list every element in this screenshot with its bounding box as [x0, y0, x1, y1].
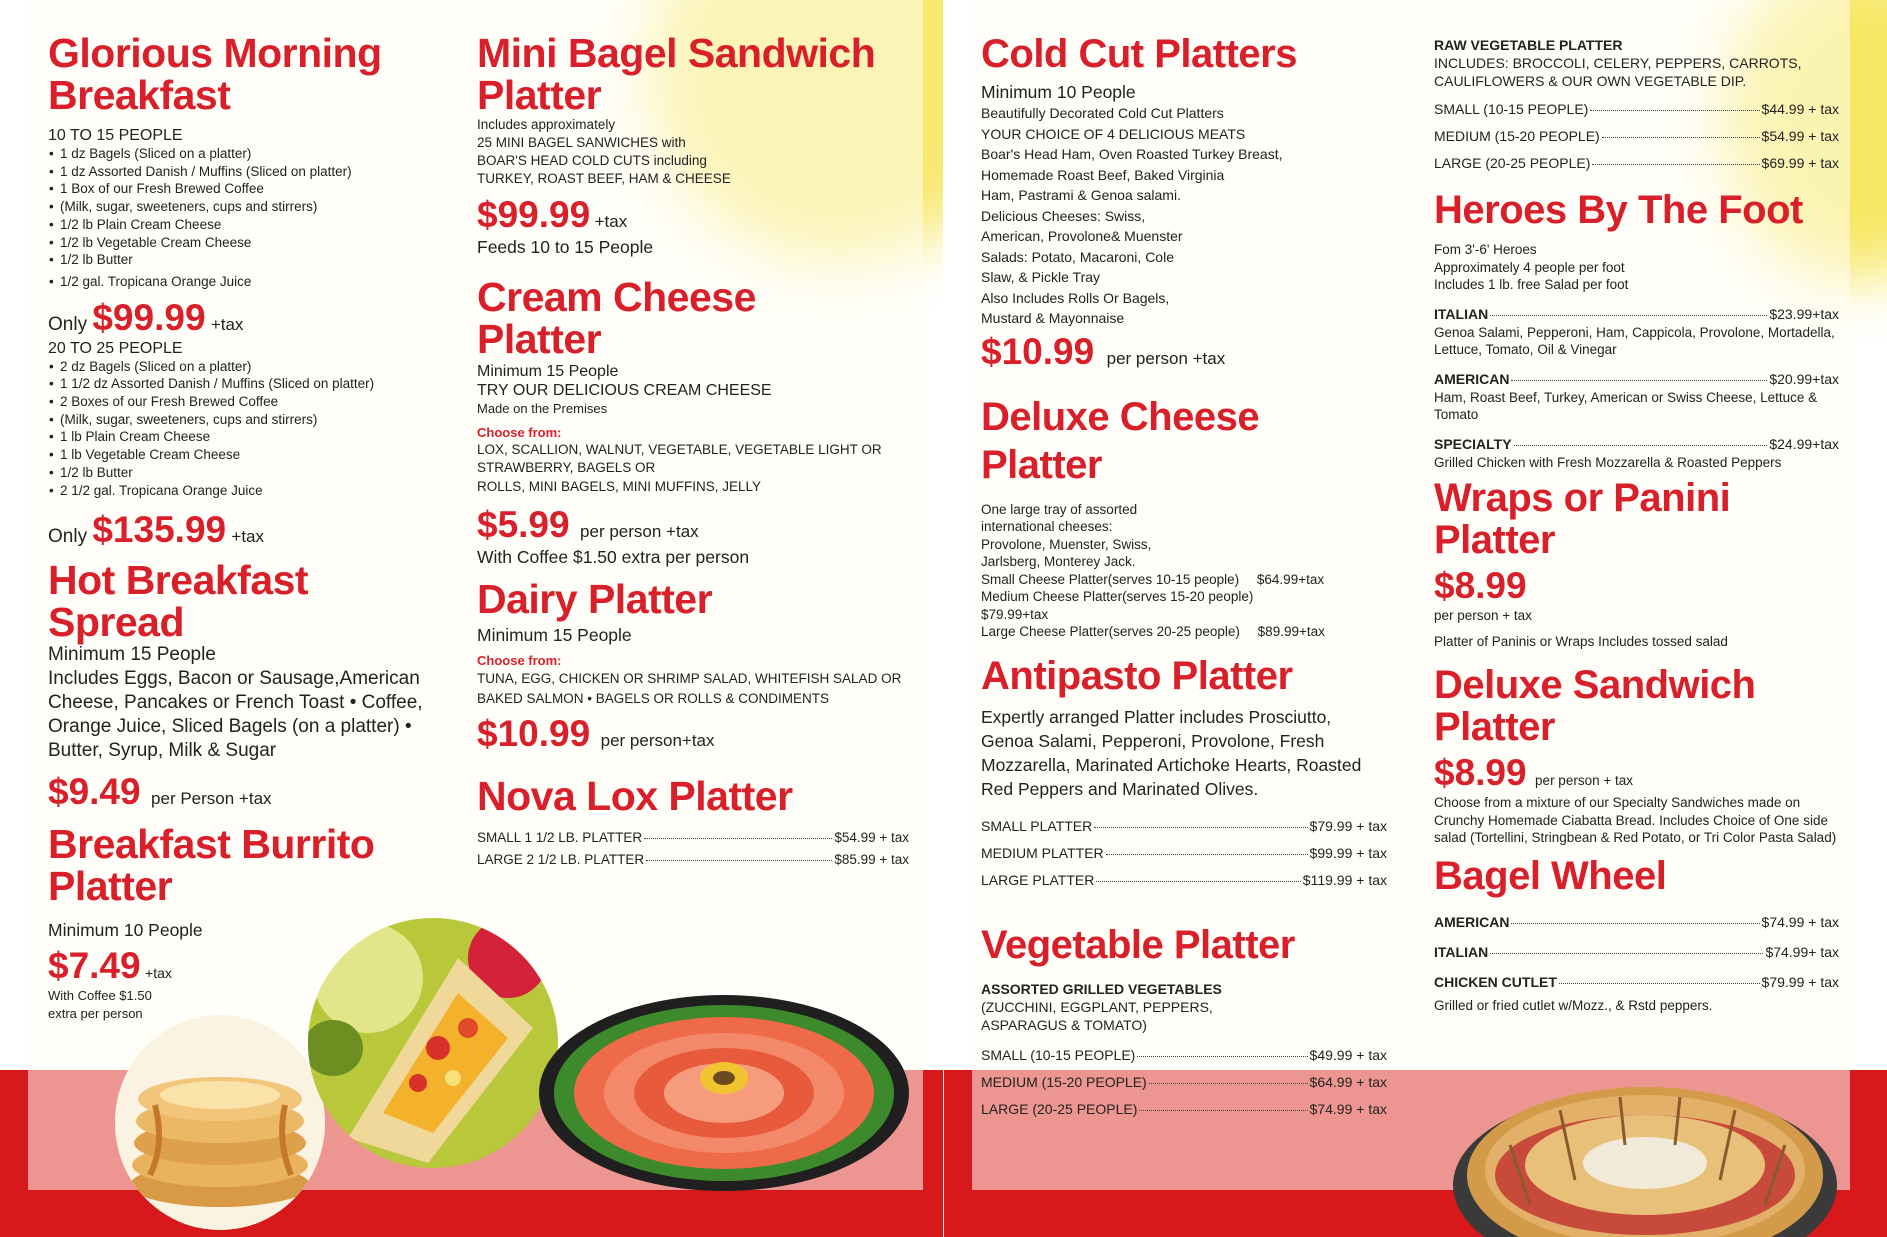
row-price: $64.99 + tax	[1309, 1073, 1387, 1090]
dot-leader	[1094, 827, 1307, 828]
price-row	[1434, 369, 1839, 389]
dot-leader	[1149, 1083, 1308, 1084]
creamcheese-options: LOX, SCALLION, WALNUT, VEGETABLE, VEGETABLE LIGHT OR STRAWBERRY, BAGELS OR	[477, 442, 882, 475]
row-label: SPECIALTY	[1434, 435, 1512, 452]
dot-leader	[644, 838, 832, 839]
cheese-line: Jarlsberg, Monterey Jack.	[981, 554, 1136, 569]
row-label: ITALIAN	[1434, 943, 1489, 960]
list-item: • (Milk, sugar, sweeteners, cups and stirrers)	[48, 411, 448, 429]
row-price: $54.99 + tax	[1761, 128, 1839, 144]
row-label: ITALIAN	[1434, 305, 1489, 322]
vegetable-price-list	[981, 1042, 1387, 1123]
hero-desc: Grilled Chicken with Fresh Mozzarella & Roasted Peppers	[1434, 454, 1782, 470]
price-row	[981, 1096, 1387, 1123]
wraps-suffix: per person + tax	[1434, 608, 1532, 623]
wraps-price-line	[1434, 565, 1839, 607]
row-label: SMALL (10-15 PEOPLE)	[981, 1046, 1136, 1063]
list-item: • 1 dz Assorted Danish / Muffins (Sliced on platter)	[48, 163, 448, 181]
row-label: MEDIUM (15-20 PEOPLE)	[1434, 128, 1600, 144]
bagelwheel-title: Bagel Wheel	[1434, 853, 1667, 898]
dot-leader	[1137, 1056, 1307, 1057]
row-label: Large Cheese Platter(serves 20-25 people)	[981, 624, 1240, 639]
price-row	[1434, 434, 1839, 454]
column-4	[1434, 36, 1839, 1014]
minibagel-desc-2: 25 MINI BAGEL SANWICHES with	[477, 135, 686, 150]
group1-list	[48, 145, 448, 291]
only-label: Only	[48, 313, 88, 335]
left-page	[0, 0, 943, 1237]
creamcheese-try: TRY OUR DELICIOUS CREAM CHEESE	[477, 382, 772, 399]
dairy-title: Dairy Platter	[477, 575, 713, 622]
deluxesandwich-title: Deluxe Sandwich Platter	[1434, 663, 1756, 749]
row-price: $69.99 + tax	[1761, 155, 1839, 171]
dot-leader	[1490, 315, 1767, 316]
list-item: • 1/2 lb Butter	[48, 464, 448, 482]
price-suffix: per Person +tax	[151, 789, 272, 809]
list-item: • 1/2 lb Vegetable Cream Cheese	[48, 234, 448, 252]
dot-leader	[1592, 164, 1759, 165]
price-value: $5.99	[477, 503, 570, 545]
dot-leader	[1559, 983, 1760, 984]
column-3	[981, 32, 1387, 1123]
rawveg-price-list	[1434, 96, 1839, 177]
deluxecheese-title: Deluxe Cheese Platter	[981, 394, 1260, 487]
group1-label: 10 TO 15 PEOPLE	[48, 127, 183, 144]
price-row	[981, 1069, 1387, 1096]
heroes-line-2: Approximately 4 people per foot	[1434, 259, 1625, 275]
hero-desc: Ham, Roast Beef, Turkey, American or Swiss Cheese, Lettuce & Tomato	[1434, 389, 1818, 422]
dairy-choose: Choose from:	[477, 652, 562, 668]
row-price: $79.99 + tax	[1761, 973, 1839, 990]
row-label: LARGE PLATTER	[981, 871, 1095, 888]
row-price: $79.99 + tax	[1309, 817, 1387, 834]
row-price: $74.99 + tax	[1309, 1100, 1387, 1117]
price-value: $135.99	[92, 509, 227, 551]
price-row	[981, 1042, 1387, 1069]
list-item: • 1 Box of our Fresh Brewed Coffee	[48, 180, 448, 198]
creamcheese-options-2: ROLLS, MINI BAGELS, MINI MUFFINS, JELLY	[477, 479, 762, 494]
price-suffix: per person +tax	[580, 521, 699, 541]
row-label: AMERICAN	[1434, 370, 1510, 387]
price-suffix: per person +tax	[1106, 348, 1226, 368]
coldcut-lines	[981, 103, 1381, 329]
morning-title: Glorious Morning Breakfast	[48, 30, 382, 118]
coldcut-price-line	[981, 331, 1381, 373]
list-item: • (Milk, sugar, sweeteners, cups and stirrers)	[48, 198, 448, 216]
list-item: • 1/2 gal. Tropicana Orange Juice	[48, 273, 448, 291]
row-price: $89.99+tax	[1257, 624, 1325, 639]
dot-leader	[1096, 881, 1300, 882]
price-row	[981, 867, 1387, 894]
deluxesandwich-desc: Choose from a mixture of our Specialty Sandwiches made on Crunchy Homemade Ciabatta Bread. Includes Choice of One side salad (Tortellini, Stringbean & Red Potato, or Tri Color Pasta Salad)	[1434, 795, 1837, 845]
row-price: $23.99+tax	[1769, 305, 1839, 322]
minibagel-desc-4: TURKEY, ROAST BEEF, HAM & CHEESE	[477, 171, 731, 186]
hero-desc: Genoa Salami, Pepperoni, Ham, Cappicola, Provolone, Mortadella, Lettuce, Tomato, Oil & Vinegar	[1434, 324, 1835, 357]
row-price: $85.99 + tax	[834, 852, 909, 867]
row-label: SMALL PLATTER	[981, 817, 1093, 834]
dot-leader	[1514, 445, 1768, 446]
row-label: CHICKEN CUTLET	[1434, 973, 1557, 990]
creamcheese-coffee: With Coffee $1.50 extra per person	[477, 546, 750, 567]
column-2	[477, 32, 917, 871]
hero-item	[1434, 369, 1839, 424]
antipasto-price-list	[981, 813, 1387, 894]
cheese-small-row	[981, 571, 1381, 589]
dot-leader	[1590, 110, 1759, 111]
row-price: $49.99 + tax	[1309, 1046, 1387, 1063]
row-label: MEDIUM (15-20 PEOPLE)	[981, 1073, 1147, 1090]
group2-list	[48, 358, 448, 500]
coldcut-line: Salads: Potato, Macaroni, Cole	[981, 248, 1174, 265]
dot-leader	[1602, 137, 1760, 138]
row-price: $20.99+tax	[1769, 370, 1839, 387]
coldcut-line: YOUR CHOICE OF 4 DELICIOUS MEATS	[981, 125, 1246, 142]
hero-item	[1434, 434, 1839, 472]
cheese-line: international cheeses:	[981, 519, 1113, 534]
row-label: SMALL 1 1/2 LB. PLATTER	[477, 830, 643, 845]
hot-min: Minimum 15 People	[48, 644, 216, 666]
row-price: $44.99 + tax	[1761, 101, 1839, 117]
price-row	[1434, 123, 1839, 150]
price-row	[1434, 937, 1839, 967]
antipasto-desc: Expertly arranged Platter includes Prosciutto, Genoa Salami, Pepperoni, Provolone, Fresh Mozzarella, Marinated Artichoke Hearts, Roasted Red Peppers and Marinated Olives.	[981, 706, 1362, 799]
price-suffix: +tax	[145, 965, 172, 982]
vegetable-title: Vegetable Platter	[981, 922, 1295, 967]
list-item: • 1 dz Bagels (Sliced on a platter)	[48, 145, 448, 163]
coldcut-line: Boar's Head Ham, Oven Roasted Turkey Breast,	[981, 146, 1283, 162]
price-value: $99.99	[477, 194, 591, 235]
price-row	[477, 827, 909, 849]
price-value: $7.49	[48, 945, 141, 987]
price-row	[1434, 304, 1839, 324]
row-price: $24.99+tax	[1769, 435, 1839, 452]
heroes-line-1: Fom 3'-6' Heroes	[1434, 242, 1537, 257]
price-suffix: +tax	[231, 527, 264, 547]
nova-title: Nova Lox Platter	[477, 773, 793, 819]
burrito-min: Minimum 10 People	[48, 920, 203, 941]
coldcut-line: Ham, Pastrami & Genoa salami.	[981, 187, 1181, 203]
wraps-desc: Platter of Paninis or Wraps Includes tossed salad	[1434, 633, 1728, 649]
coldcut-title: Cold Cut Platters	[981, 32, 1297, 76]
minibagel-desc-3: BOAR'S HEAD COLD CUTS including	[477, 153, 707, 168]
antipasto-title: Antipasto Platter	[981, 653, 1293, 698]
price-row	[1434, 967, 1839, 997]
vegetable-sub: ASSORTED GRILLED VEGETABLES	[981, 980, 1222, 997]
row-label: AMERICAN	[1434, 913, 1510, 930]
list-item: • 1 lb Plain Cream Cheese	[48, 428, 448, 446]
price-row	[1434, 907, 1839, 937]
minibagel-desc-1: Includes approximately	[477, 117, 616, 132]
dot-leader	[1511, 923, 1759, 924]
column-1	[48, 32, 448, 1022]
pancakes-photo	[115, 1015, 325, 1230]
dot-leader	[1511, 380, 1767, 381]
creamcheese-choose: Choose from:	[477, 424, 562, 440]
row-label: LARGE (20-25 PEOPLE)	[1434, 155, 1591, 171]
price-value: $8.99	[1434, 565, 1527, 606]
list-item: • 1 lb Vegetable Cream Cheese	[48, 446, 448, 464]
right-page	[944, 0, 1887, 1237]
coldcut-line: Also Includes Rolls Or Bagels,	[981, 289, 1170, 306]
group2-label: 20 TO 25 PEOPLE	[48, 339, 183, 357]
coldcut-line: Mustard & Mayonnaise	[981, 310, 1125, 326]
row-label: Small Cheese Platter(serves 10-15 people)	[981, 571, 1240, 587]
minibagel-price-line	[477, 194, 917, 236]
burrito-photo	[308, 918, 558, 1168]
dot-leader	[646, 860, 832, 861]
price-line-2	[48, 509, 448, 551]
coldcut-line: Beautifully Decorated Cold Cut Platters	[981, 105, 1224, 121]
heroes-title: Heroes By The Foot	[1434, 188, 1803, 232]
hero-item	[1434, 304, 1839, 359]
price-suffix: per person + tax	[1535, 773, 1633, 788]
row-price: $64.99+tax	[1256, 571, 1325, 587]
row-label: SMALL (10-15 PEOPLE)	[1434, 101, 1589, 117]
price-row	[477, 849, 909, 871]
cheese-medium-row: Medium Cheese Platter(serves 15-20 people)	[981, 589, 1254, 604]
dot-leader	[1490, 953, 1763, 954]
bagel-wheel-photo	[1450, 1055, 1840, 1237]
coldcut-min: Minimum 10 People	[981, 82, 1136, 102]
minibagel-title: Mini Bagel Sandwich Platter	[477, 30, 876, 118]
price-row	[981, 813, 1387, 840]
coldcut-line: Homemade Roast Beef, Baked Virginia	[981, 166, 1225, 183]
deluxecheese-lines	[981, 501, 1381, 571]
nova-price-list	[477, 827, 909, 871]
coldcut-line: American, Provolone& Muenster	[981, 228, 1183, 244]
list-item: • 1 1/2 dz Assorted Danish / Muffins (Sliced on platter)	[48, 375, 448, 393]
row-price: $99.99 + tax	[1309, 844, 1387, 861]
heroes-line-3: Includes 1 lb. free Salad per foot	[1434, 277, 1629, 292]
hot-breakfast-title: Hot Breakfast Spread	[48, 557, 309, 646]
list-item: • 2 1/2 gal. Tropicana Orange Juice	[48, 482, 448, 500]
price-suffix: +tax	[210, 314, 244, 334]
dairy-price-line	[477, 713, 917, 755]
list-item: • 2 dz Bagels (Sliced on a platter)	[48, 358, 448, 376]
burrito-note: With Coffee $1.50 extra per person	[48, 988, 152, 1021]
dot-leader	[1106, 854, 1308, 855]
creamcheese-made: Made on the Premises	[477, 401, 608, 416]
price-row	[981, 840, 1387, 867]
list-item: • 2 Boxes of our Fresh Brewed Coffee	[48, 393, 448, 411]
price-value: $10.99	[477, 713, 591, 754]
only-label: Only	[48, 526, 88, 548]
dairy-options: TUNA, EGG, CHICKEN OR SHRIMP SALAD, WHITEFISH SALAD OR BAKED SALMON • BAGELS OR ROLLS & CONDIMENTS	[477, 671, 902, 706]
wraps-title: Wraps or Panini Platter	[1434, 476, 1731, 562]
vegetable-desc: (ZUCCHINI, EGGPLANT, PEPPERS, ASPARAGUS & TOMATO)	[981, 998, 1213, 1033]
burrito-title: Breakfast Burrito Platter	[48, 821, 375, 910]
price-value: $9.49	[48, 771, 141, 813]
rawveg-title: RAW VEGETABLE PLATTER	[1434, 37, 1623, 53]
minibagel-feeds: Feeds 10 to 15 People	[477, 237, 654, 257]
list-item: • 1/2 lb Butter	[48, 251, 448, 269]
row-label: MEDIUM PLATTER	[981, 844, 1104, 861]
cheese-large-row	[981, 623, 1381, 641]
price-row	[1434, 96, 1839, 123]
lox-platter-photo	[537, 993, 912, 1193]
hot-price-line	[48, 771, 448, 813]
row-price: $54.99 + tax	[834, 830, 909, 845]
rawveg-desc: INCLUDES: BROCCOLI, CELERY, PEPPERS, CARROTS, CAULIFLOWERS & OUR OWN VEGETABLE DIP.	[1434, 55, 1802, 89]
bagelwheel-note: Grilled or fried cutlet w/Mozz., & Rstd peppers.	[1434, 997, 1713, 1013]
price-row	[1434, 150, 1839, 177]
cheese-line: Provolone, Muenster, Swiss,	[981, 536, 1152, 552]
price-suffix: +tax	[594, 212, 628, 231]
creamcheese-price-line	[477, 504, 917, 546]
cheese-line: One large tray of assorted	[981, 501, 1138, 517]
price-value: $8.99	[1434, 752, 1527, 793]
bagelwheel-price-list	[1434, 907, 1839, 997]
coldcut-line: Slaw, & Pickle Tray	[981, 269, 1101, 285]
hot-desc: Includes Eggs, Bacon or Sausage,American Cheese, Pancakes or French Toast • Coffee, Orange Juice, Sliced Bagels (on a platter) • Butter, Syrup, Milk & Sugar	[48, 668, 423, 762]
coldcut-line: Delicious Cheeses: Swiss,	[981, 207, 1146, 224]
price-line-1	[48, 297, 448, 339]
cheese-medium-price: $79.99+tax	[981, 606, 1049, 622]
row-label: LARGE (20-25 PEOPLE)	[981, 1100, 1138, 1117]
creamcheese-min: Minimum 15 People	[477, 363, 619, 380]
row-price: $74.99 + tax	[1761, 913, 1839, 930]
dairy-min: Minimum 15 People	[477, 624, 632, 645]
row-price: $74.99+ tax	[1765, 943, 1839, 960]
row-label: LARGE 2 1/2 LB. PLATTER	[477, 852, 645, 867]
row-price: $119.99 + tax	[1302, 871, 1387, 888]
list-item: • 1/2 lb Plain Cream Cheese	[48, 216, 448, 234]
price-value: $99.99	[92, 296, 206, 338]
price-suffix: per person+tax	[600, 731, 715, 750]
creamcheese-title: Cream Cheese Platter	[477, 274, 756, 362]
dot-leader	[1139, 1110, 1307, 1111]
price-value: $10.99	[981, 330, 1095, 372]
deluxesandwich-price-line	[1434, 752, 1839, 794]
